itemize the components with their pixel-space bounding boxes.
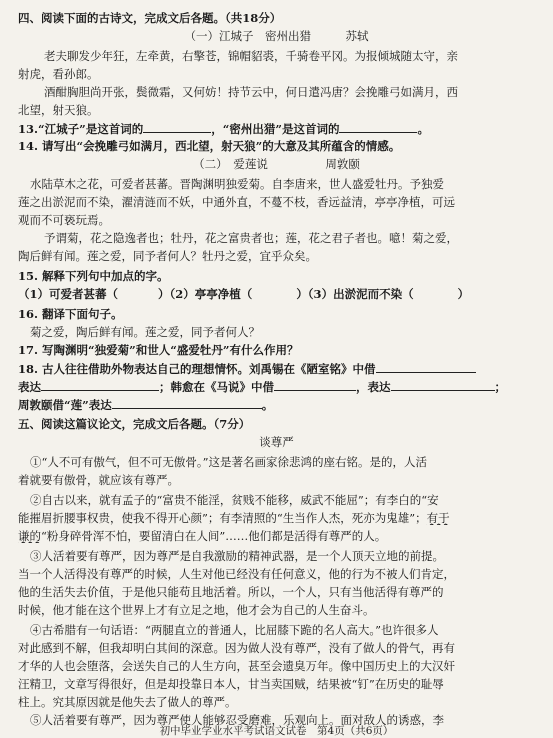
q13-blank-1[interactable] [143,121,211,133]
essay-line-4 [18,511,450,525]
essay-line-12: 才华的人也会堕落，会送失自己的人生方向，甚至会遗臭万年。像中国历史上的大汉奸 [18,659,455,673]
q15-item-2: ）（2）亭亭净植（ [158,287,253,301]
question-14: 14. 请写出“会挽雕弓如满月，西北望，射天狼”的大意及其所蕴含的情感。 [18,139,401,153]
essay-line-15: ⑤人活着要有尊严，因为尊严使人能够忍受磨难，乐观向上。面对敌人的诱惑，李 [30,713,444,727]
q18-blank-4[interactable] [391,379,495,391]
q18-blank-3[interactable] [274,379,356,391]
q18-part-g: 。 [261,398,274,412]
essay-line-11: 对此感到不解，但我却明白其间的深意。因为做人没有尊严，没有了做人的骨气，再有 [18,641,455,655]
q13-part-b: ，“密州出猎”是这首词的 [211,122,340,136]
q18-blank-2[interactable] [41,379,159,391]
q18-part-b: 表达 [18,380,41,394]
essay-line-10: ④古希腊有一句话语：“两腿直立的普通人，比屈膝下跪的名人高大。”也许很多人 [30,623,439,637]
q16-sentence: 菊之爱，陶后鲜有闻。莲之爱，同予者何人？ [30,325,260,339]
q15-items [18,287,469,301]
q18-part-a: 18. 古人往往借助外物表达自己的理想情怀。刘禹锡在《陋室铭》中借 [18,362,376,376]
page-footer: 初中毕业学业水平考试语文试卷 第4页（共6页） [159,725,394,737]
essay-line-14: 柱上。究其原因就是他失去了做人的尊严。 [18,695,237,709]
q13-part-a: 13.“江城子”是这首词的 [18,122,144,136]
prose-line-4: 予谓菊，花之隐逸者也；牡丹，花之富贵者也；莲，花之君子者也。噫！菊之爱， [44,231,458,245]
poem-title: （一）江城子 密州出猎 苏轼 [184,29,369,43]
q15-item-4: ） [457,287,470,301]
q15-item-1: （1）可爱者甚蕃（ [18,287,119,301]
q18-blank-5[interactable] [112,397,262,409]
prose-line-1: 水陆草木之花，可爱者甚蕃。晋陶渊明独爱菊。自李唐来，世人盛爱牡丹。予独爱 [30,177,444,191]
question-18-line-1 [18,361,476,376]
poem-line-3: 酒酣胸胆尚开张，鬓微霜，又何妨！持节云中，何日遣冯唐？会挽雕弓如满月，西 [44,85,458,99]
question-13: 13.“江城子”是这首词的 ，“密州出猎”是这首词的 。 [18,122,429,136]
question-17: 17. 写陶渊明“独爱菊”和世人“盛爱牡丹”有什么作用？ [18,343,299,357]
essay-line-4-extra: 有于 [426,511,450,525]
essay-line-2: 着就要有傲骨，就应该有尊严。 [18,473,179,487]
q18-part-e: ； [494,380,506,394]
prose-title: （二） 爱莲说 周敦颐 [193,157,360,171]
essay-line-1: ①“人不可有傲气，但不可无傲骨。”这是著名画家徐悲鸿的座右铭。是的，人活 [30,455,428,469]
section5-heading: 五、阅读这篇议论文，完成文后各题。（7分） [18,417,251,431]
question-16: 16. 翻译下面句子。 [18,307,123,321]
essay-line-9: 时候，他才能在这个世界上才有立足之地，他才会为自己的人生奋斗。 [18,603,375,617]
essay-line-13: 汪精卫，文章写得很好，但是却投靠日本人，甘当卖国贼，结果被“钉”在历史的耻辱 [18,677,444,691]
q13-blank-2[interactable] [339,121,417,133]
q18-part-f: 周敦颐借“莲”表达 [18,398,112,412]
question-15: 15. 解释下列句中加点的字。 [18,269,169,283]
prose-line-2: 莲之出淤泥而不染，濯清涟而不妖，中通外直，不蔓不枝，香远益清，亭亭净植，可远 [18,195,455,209]
essay-line-7: 当一个人活得没有尊严的时候，人生对他已经没有任何意义，他的行为不被人们肯定， [18,567,455,581]
essay-title: 谈尊严 [259,435,294,449]
section4-heading: 四、阅读下面的古诗文，完成文后各题。（共18分） [18,11,282,25]
q18-part-d: ，表达 [356,380,391,394]
essay-line-5-prefix: 谦的 [18,529,41,543]
question-18-line-3 [18,397,273,412]
q15-item-3: ）（3）出淤泥而不染（ [296,287,414,301]
essay-line-4-text: 能摧眉折腰事权贵，使我不得开心颜”；有李清照的“生当作人杰，死亦为鬼雄”； [18,511,427,525]
essay-line-8: 他的生活失去价值，于是他只能苟且地活着。所以，一个人，只有当他活得有尊严的 [18,585,444,599]
essay-line-5-text: “粉身碎骨浑不怕，要留清白在人间”……他们都是活得有尊严的人。 [41,529,387,543]
prose-line-3: 观而不可亵玩焉。 [18,213,110,227]
essay-line-6: ③人活着要有尊严，因为尊严是自我激励的精神武器，是一个人顶天立地的前提。 [30,549,444,563]
q18-blank-1[interactable] [376,361,476,373]
prose-line-5: 陶后鲜有闻。莲之爱，同予者何人？牡丹之爱，宜乎众矣。 [18,249,317,263]
essay-line-3: ②自古以来，就有孟子的“富贵不能淫，贫贱不能移，威武不能屈”；有李白的“安 [30,493,439,507]
poem-line-1: 老夫聊发少年狂，左牵黄，右擎苍，锦帽貂裘，千骑卷平冈。为报倾城随太守，亲 [44,49,458,63]
question-18-line-2 [18,379,506,394]
poem-line-2: 射虎，看孙郎。 [18,67,99,81]
poem-line-4: 北望，射天狼。 [18,103,99,117]
q18-part-c: ；韩愈在《马说》中借 [159,380,274,394]
essay-line-5 [18,529,386,543]
